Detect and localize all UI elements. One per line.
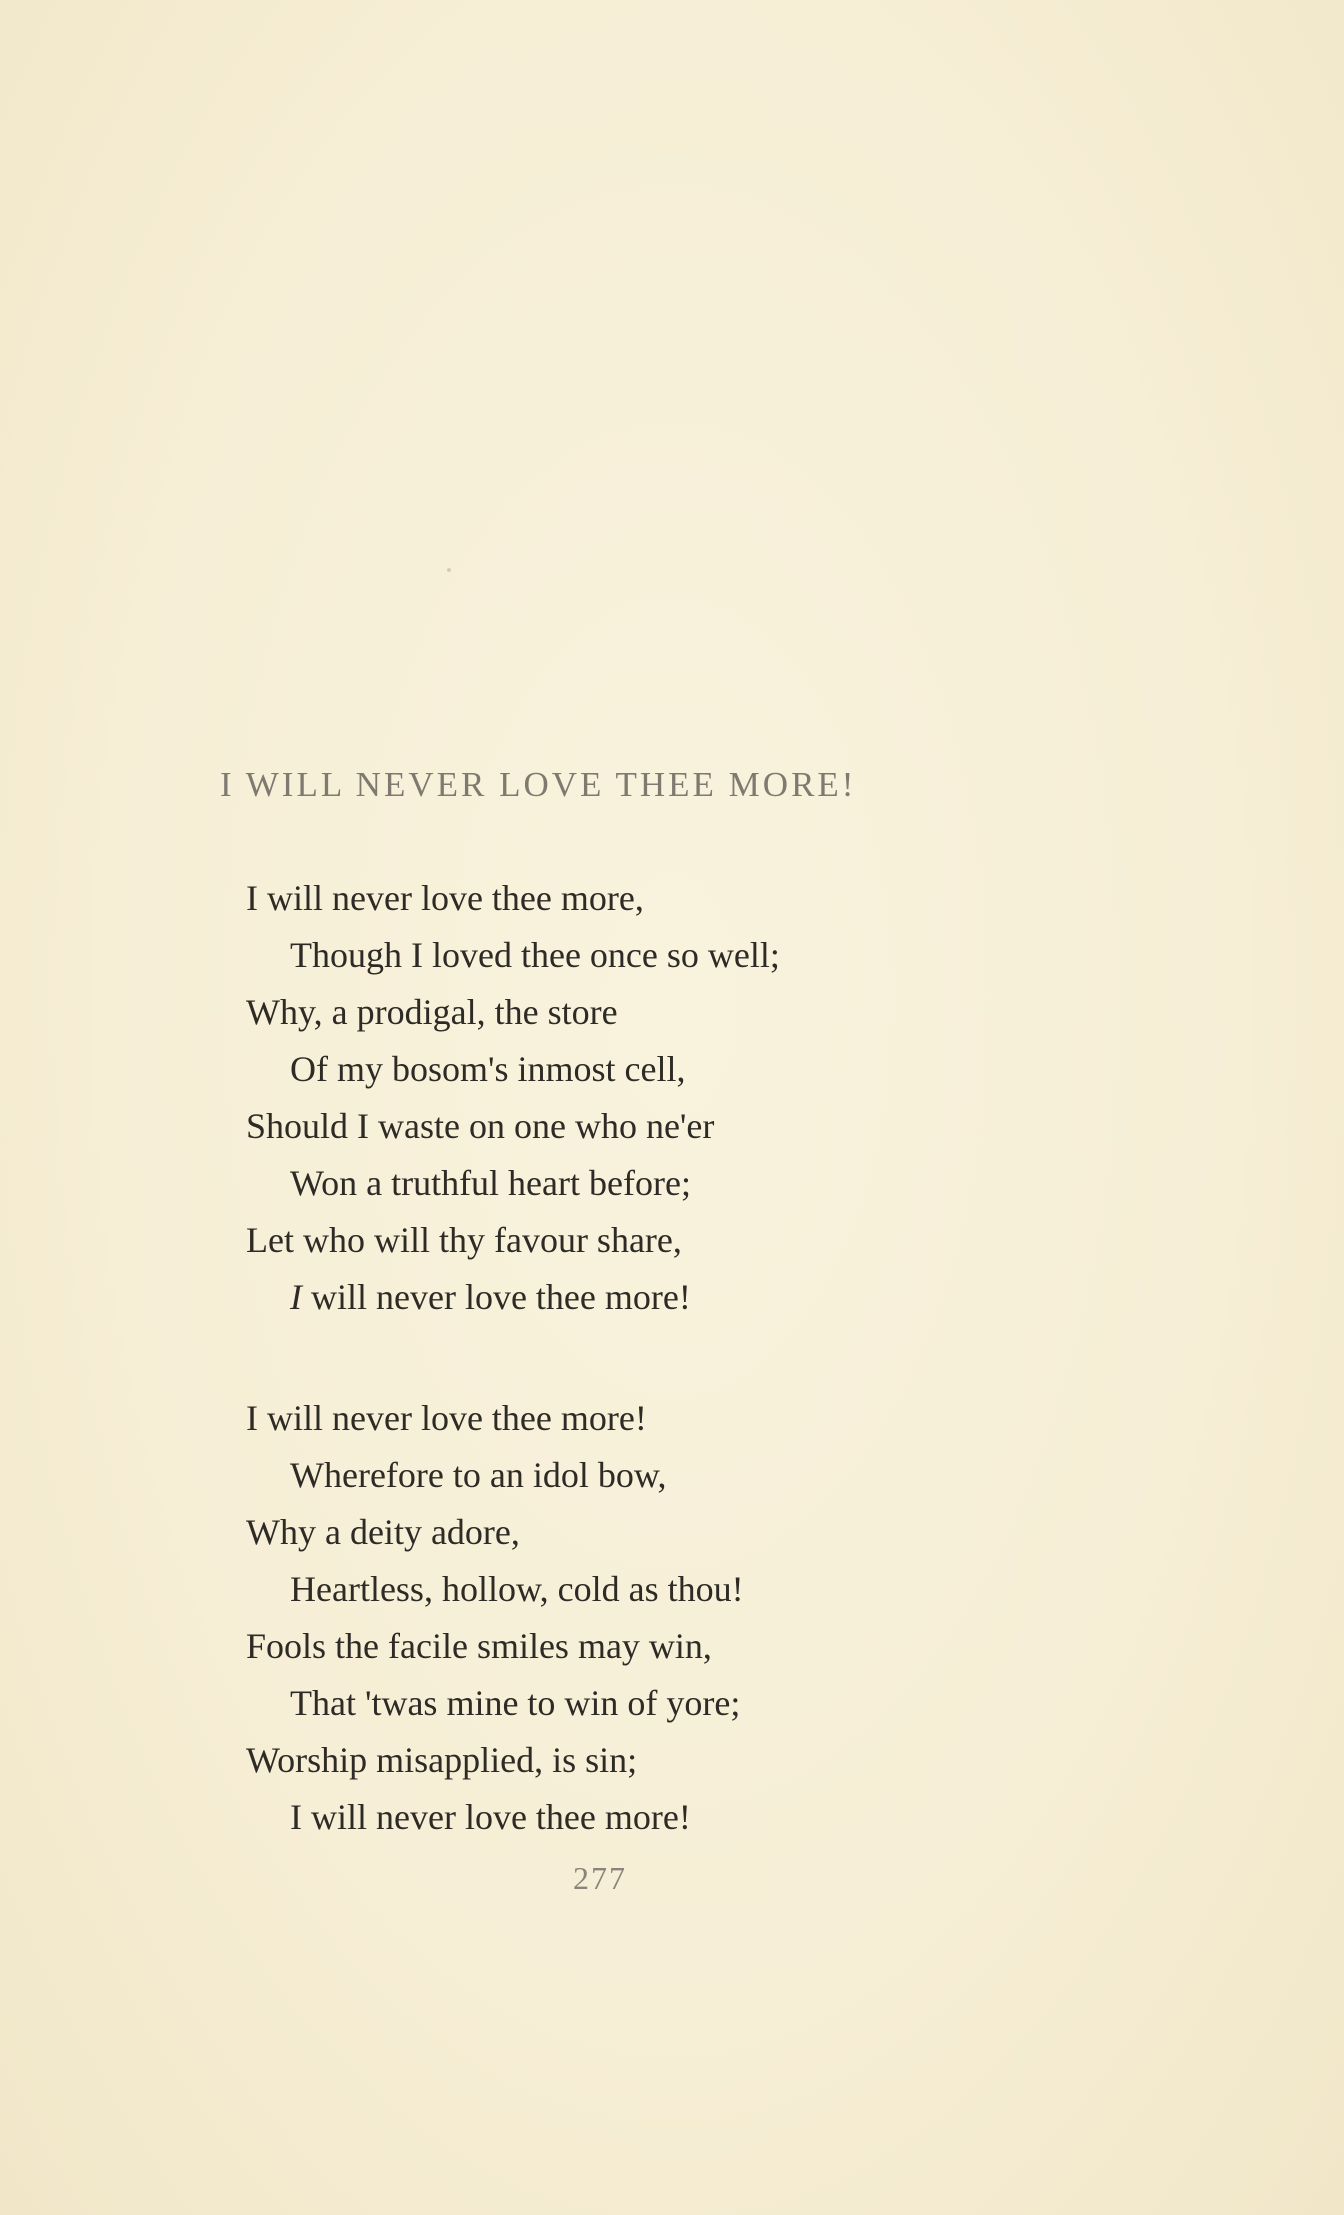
paper-speck xyxy=(447,568,451,572)
emphasized-word: I xyxy=(290,1277,302,1317)
verse-line: Why a deity adore, xyxy=(246,1512,520,1552)
stanza-2 xyxy=(246,1390,1006,1846)
verse-line: I will never love thee more, xyxy=(246,878,644,918)
verse-line: I will never love thee more! xyxy=(290,1797,691,1837)
verse-line: Wherefore to an idol bow, xyxy=(290,1455,667,1495)
page-number: 277 xyxy=(573,1860,627,1896)
verse-line: That 'twas mine to win of yore; xyxy=(290,1683,741,1723)
verse-line: Heartless, hollow, cold as thou! xyxy=(290,1569,744,1609)
verse-line: Should I waste on one who ne'er xyxy=(246,1106,715,1146)
verse-line: Of my bosom's inmost cell, xyxy=(290,1049,686,1089)
verse-line: Though I loved thee once so well; xyxy=(290,935,780,975)
poem-title: I WILL NEVER LOVE THEE MORE! xyxy=(220,765,857,805)
verse-line: Let who will thy favour share, xyxy=(246,1220,682,1260)
verse-line: Won a truthful heart before; xyxy=(290,1163,691,1203)
verse-line: Fools the facile smiles may win, xyxy=(246,1626,712,1666)
verse-line: I will never love thee more! xyxy=(246,1398,647,1438)
verse-line: Worship misapplied, is sin; xyxy=(246,1740,638,1780)
verse-line: Why, a prodigal, the store xyxy=(246,992,618,1032)
stanza-1 xyxy=(246,870,1006,1326)
verse-line-text: will never love thee more! xyxy=(302,1277,691,1317)
verse-line xyxy=(246,1269,1006,1326)
